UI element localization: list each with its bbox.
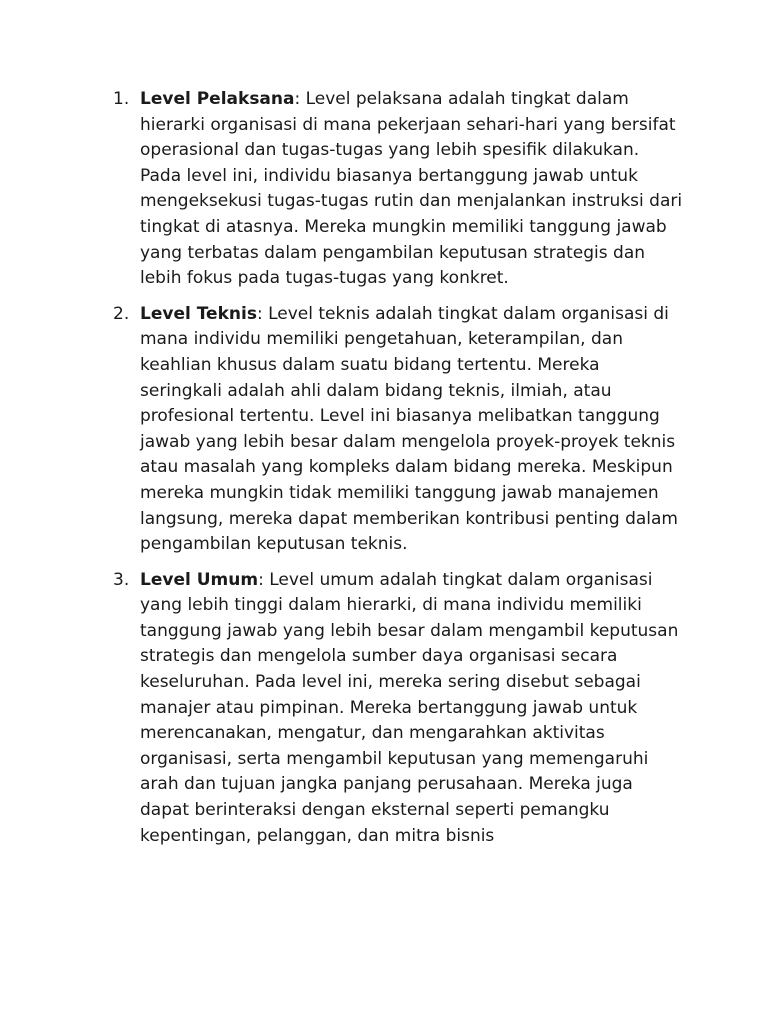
list-number: 1. bbox=[113, 89, 130, 109]
numbered-list bbox=[108, 87, 683, 859]
list-number: 3. bbox=[113, 569, 130, 590]
list-item bbox=[108, 302, 683, 558]
list-item-text: : Level pelaksana adalah tingkat dalam hierarki organisasi di mana pekerjaan sehari-hari yang bersifat operasional dan tugas-tugas yang lebih spesifik dilakukan. Pada level ini, individu biasanya bertanggung jawab untuk mengeksekusi tugas-tugas rutin dan menjalankan instruksi dari tingkat di atasnya. Mereka mungkin memiliki tanggung jawab yang terbatas dalam pengambilan keputusan strategis dan lebih fokus pada tugas-tugas yang konkret. bbox=[140, 89, 683, 289]
list-item-term: Level Umum bbox=[140, 569, 259, 590]
list-item-text: : Level teknis adalah tingkat dalam organisasi di mana individu memiliki pengetahuan, keterampilan, dan keahlian khusus dalam suatu bidang tertentu. Mereka seringkali adalah ahli dalam bidang teknis, ilmiah, atau profesional tertentu. Level ini biasanya melibatkan tanggung jawab yang lebih besar dalam mengelola proyek-proyek teknis atau masalah yang kompleks dalam bidang mereka. Meskipun mereka mungkin tidak memiliki tanggung jawab manajemen langsung, mereka dapat memberikan kontribusi penting dalam pengambilan keputusan teknis. bbox=[140, 303, 678, 555]
list-item bbox=[108, 568, 683, 850]
list-number: 2. bbox=[113, 303, 130, 324]
list-item-term: Level Pelaksana bbox=[140, 89, 295, 109]
list-item-term: Level Teknis bbox=[140, 303, 257, 324]
list-item-text: : Level umum adalah tingkat dalam organisasi yang lebih tinggi dalam hierarki, di mana individu memiliki tanggung jawab yang lebih besar dalam mengambil keputusan strategis dan mengelola sumber daya organisasi secara keseluruhan. Pada level ini, mereka sering disebut sebagai manajer atau pimpinan. Mereka bertanggung jawab untuk merencanakan, mengatur, dan mengarahkan aktivitas organisasi, serta mengambil keputusan yang memengaruhi arah dan tujuan jangka panjang perusahaan. Mereka juga dapat berinteraksi dengan eksternal seperti pemangku kepentingan, pelanggan, dan mitra bisnis bbox=[140, 569, 679, 846]
list-item bbox=[108, 87, 683, 292]
